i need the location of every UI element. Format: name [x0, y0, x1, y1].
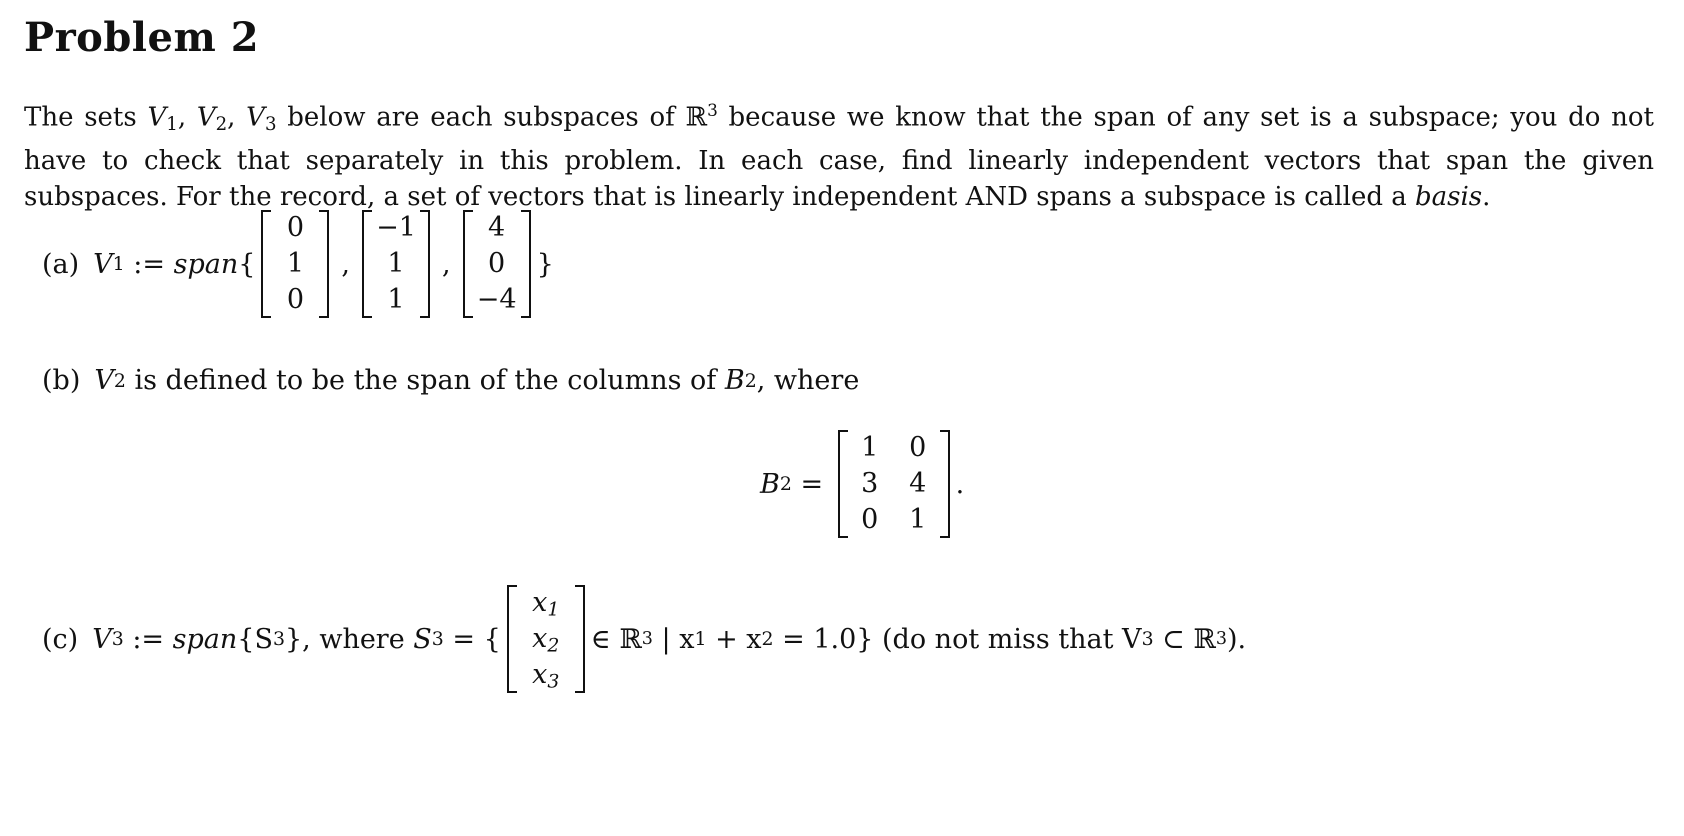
- matrix-entry: 4: [909, 468, 927, 499]
- span-word: span: [173, 248, 239, 280]
- basis-term: basis: [1415, 181, 1483, 212]
- part-b-label: (b): [42, 365, 81, 396]
- set-name-sub: 3: [431, 628, 444, 650]
- part-b-text: is defined to be the span of the columns of: [125, 365, 725, 396]
- vector-3: [463, 210, 531, 318]
- intro-end: .: [1482, 181, 1491, 212]
- problem-intro: [24, 92, 1654, 215]
- x-entry: $x_2$: [532, 623, 560, 657]
- var-v1: V: [147, 102, 167, 133]
- matrix-name: B: [724, 365, 745, 396]
- x-vector: [507, 585, 585, 693]
- set-cond-sub: 1: [694, 628, 707, 650]
- vector-comma: ,: [442, 248, 451, 280]
- matrix-name-sub: 2: [744, 369, 757, 392]
- open-brace: {: [238, 248, 256, 280]
- part-b-var: V: [94, 365, 114, 396]
- set-cond: | x: [652, 623, 695, 655]
- equation-period: .: [955, 468, 965, 500]
- vector-entry: 4: [488, 212, 506, 243]
- set-cond-sup: 3: [641, 629, 653, 649]
- part-b-var-sub: 2: [113, 369, 126, 392]
- intro-comma: ,: [177, 102, 197, 133]
- eq-matrix-name: B: [760, 468, 780, 500]
- var-v3: V: [246, 102, 265, 133]
- matrix-entry: 0: [909, 432, 927, 463]
- vector-entry: 0: [286, 212, 305, 243]
- part-a-label: (a): [42, 248, 80, 280]
- set-cond: ⊂ ℝ: [1153, 623, 1216, 655]
- vector-2: [362, 210, 430, 318]
- set-name: S: [413, 623, 432, 655]
- set-cond-sub: 3: [1141, 628, 1154, 650]
- part-c-var: V: [92, 623, 112, 655]
- intro-comma: ,: [227, 102, 247, 133]
- vector-1: [261, 210, 329, 318]
- x-entry: $x_1$: [532, 587, 560, 621]
- vector-entry: 0: [488, 248, 506, 279]
- part-b-text-end: , where: [756, 365, 860, 396]
- var-v2: V: [196, 102, 216, 133]
- intro-text: The sets: [24, 102, 148, 133]
- close-brace: }: [536, 248, 554, 280]
- matrix-entry: 3: [861, 468, 879, 499]
- var-v3-sub: 3: [264, 113, 277, 135]
- vector-entry: −4: [476, 284, 517, 315]
- r3-sup: 3: [707, 100, 718, 120]
- set-open: = {: [443, 623, 501, 655]
- x-entry-sub: 3: [547, 670, 560, 693]
- part-b: [42, 365, 859, 396]
- set-cond-sub: 2: [761, 628, 774, 650]
- vector-comma: ,: [341, 248, 351, 280]
- part-c-var-sub: 3: [111, 628, 124, 650]
- vector-entry: 0: [286, 284, 305, 315]
- set-cond-end: ).: [1226, 623, 1247, 655]
- x-entry-sub: 1: [547, 598, 560, 621]
- vector-entry: 1: [387, 284, 405, 315]
- eq-matrix-name-sub: 2: [779, 473, 792, 495]
- matrix-entry: 1: [861, 432, 879, 463]
- part-a-var: V: [93, 248, 113, 280]
- assign-op: :=: [123, 623, 173, 655]
- span-arg: {S: [237, 623, 273, 655]
- problem-title: Problem 2: [24, 14, 260, 61]
- set-cond: + x: [706, 623, 762, 655]
- span-word: span: [172, 623, 238, 655]
- var-v1-sub: 1: [166, 113, 178, 135]
- x-entry: $x_3$: [532, 659, 560, 693]
- vector-entry: 1: [387, 248, 405, 279]
- var-v2-sub: 2: [215, 113, 228, 135]
- part-a-var-sub: 1: [112, 253, 125, 275]
- b2-equation: [760, 430, 964, 538]
- vector-entry: 1: [286, 248, 305, 279]
- part-c: [42, 585, 1246, 693]
- span-arg-sub: 3: [272, 628, 285, 650]
- part-c-label: (c): [42, 623, 79, 655]
- equals-sign: =: [791, 468, 832, 500]
- set-cond: = 1.0} (do not miss that V: [773, 623, 1142, 655]
- set-cond-sup: 3: [1215, 629, 1227, 649]
- vector-entry: −1: [376, 212, 416, 243]
- matrix-entry: 1: [909, 504, 927, 535]
- assign-op: :=: [124, 248, 174, 280]
- matrix-entry: 0: [861, 504, 879, 535]
- intro-text: because we know that the span of any set is a subspace; you do not have to check that separately in this problem. In each case, find linearly independent vectors that span the given subspaces. For the record, a set of vectors that is linearly independent AND spans a subspace is called a: [24, 102, 1655, 212]
- set-cond: ∈ ℝ: [590, 623, 642, 655]
- matrix-b2: [838, 430, 950, 538]
- part-a: [42, 210, 554, 318]
- span-close: }, where: [284, 623, 414, 655]
- intro-text: below are each subspaces of ℝ: [276, 102, 708, 133]
- x-entry-sub: 2: [547, 634, 560, 657]
